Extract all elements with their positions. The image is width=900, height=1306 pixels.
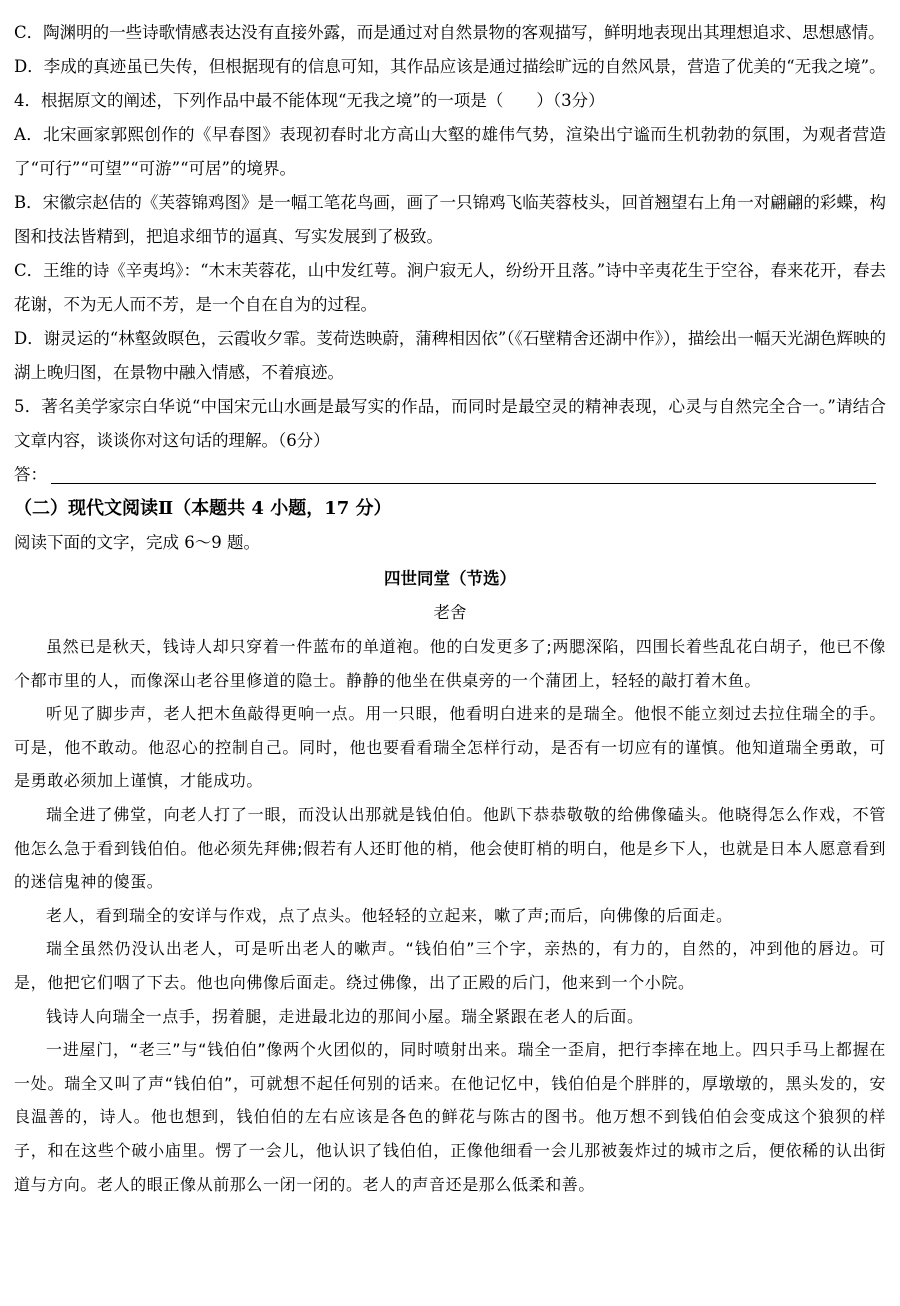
q4-option-c: C．王维的诗《辛夷坞》：“木末芙蓉花，山中发红萼。涧户寂无人，纷纷开且落。”诗中辛夷花生于空谷，春来花开，春去花谢，不为无人而不芳，是一个自在自为的过程。 <box>14 261 886 314</box>
story-title: 四世同堂（节选） <box>384 569 516 588</box>
q4-option-d: D．谢灵运的“林壑敛暝色，云霞收夕霏。芰荷迭映蔚，蒲稗相因依”（《石壁精舍还湖中作》），描绘出一幅天光湖色辉映的湖上晚归图，在景物中融入情感，不着痕迹。 <box>14 329 886 382</box>
q3-option-c: C．陶渊明的一些诗歌情感表达没有直接外露，而是通过对自然景物的客观描写，鲜明地表现出其理想追求、思想感情。 <box>14 23 885 42</box>
q4-option-b: B．宋徽宗赵佶的《芙蓉锦鸡图》是一幅工笔花鸟画，画了一只锦鸡飞临芙蓉枝头，回首翘望右上角一对翩翩的彩蝶，构图和技法皆精到，把追求细节的逼真、写实发展到了极致。 <box>14 193 886 246</box>
story-paragraph: 钱诗人向瑞全一点手，拐着腿，走进最北边的那间小屋。瑞全紧跟在老人的后面。 <box>46 1006 644 1026</box>
answer-area[interactable] <box>14 458 886 492</box>
section-heading: （二）现代文阅读Ⅱ（本题共 4 小题，17 分） <box>14 498 392 519</box>
section-instruction: 阅读下面的文字，完成 6～9 题。 <box>14 533 260 552</box>
story-author: 老舍 <box>433 603 467 622</box>
story-paragraph: 瑞全进了佛堂，向老人打了一眼，而没认出那就是钱伯伯。他趴下恭恭敬敬的给佛像磕头。他晓得怎么作戏，不管他怎么急于看到钱伯伯。他必须先拜佛;假若有人还盯他的梢，他会使盯梢的明白，他是乡下人，也就是日本人愿意看到的迷信鬼神的傻蛋。 <box>14 804 886 892</box>
story-body <box>14 630 886 1201</box>
q4-option-a: A．北宋画家郭熙创作的《早春图》表现初春时北方高山大壑的雄伟气势，渲染出宁谧而生机勃勃的氛围，为观者营造了“可行”“可望”“可游”“可居”的境界。 <box>14 125 886 178</box>
story-paragraph: 一进屋门，“老三”与“钱伯伯”像两个火团似的，同时喷射出来。瑞全一歪肩，把行李摔在地上。四只手马上都握在一处。瑞全又叫了声“钱伯伯”，可就想不起任何别的话来。在他记忆中，钱伯伯是个胖胖的，厚墩墩的，黑头发的，安良温善的，诗人。他也想到，钱伯伯的左右应该是各色的鲜花与陈古的图书。他万想不到钱伯伯会变成这个狼狈的样子，和在这些个破小庙里。愣了一会儿，他认识了钱伯伯，正像他细看一会儿那被轰炸过的城市之后，便依稀的认出街道与方向。老人的眼正像从前那么一闭一闭的。老人的声音还是那么低柔和善。 <box>14 1040 886 1194</box>
q5-stem: 5．著名美学家宗白华说“中国宋元山水画是最写实的作品，而同时是最空灵的精神表现，心灵与自然完全合一。”请结合文章内容，谈谈你对这句话的理解。（6分） <box>14 397 886 450</box>
q4-stem: 4．根据原文的阐述，下列作品中最不能体现“无我之境”的一项是（ ）（3分） <box>14 91 605 110</box>
q3-option-d: D．李成的真迹虽已失传，但根据现有的信息可知，其作品应该是通过描绘旷远的自然风景，营造了优美的“无我之境”。 <box>14 57 886 76</box>
answer-underline <box>51 482 876 484</box>
answer-label: 答： <box>14 465 47 484</box>
story-paragraph: 虽然已是秋天，钱诗人却只穿着一件蓝布的单道袍。他的白发更多了;两腮深陷，四围长着些乱花白胡子，他已不像个都市里的人，而像深山老谷里修道的隐士。静静的他坐在供桌旁的一个蒲团上，轻轻的敲打着木鱼。 <box>14 637 886 690</box>
story-paragraph: 瑞全虽然仍没认出老人，可是听出老人的嗽声。“钱伯伯”三个字，亲热的，有力的，自然的，冲到他的唇边。可是，他把它们咽了下去。他也向佛像后面走。绕过佛像，出了正殿的后门，他来到一个小院。 <box>14 939 886 992</box>
story-paragraph: 听见了脚步声，老人把木鱼敲得更响一点。用一只眼，他看明白进来的是瑞全。他恨不能立刻过去拉住瑞全的手。可是，他不敢动。他忍心的控制自己。同时，他也要看看瑞全怎样行动，是否有一切应有的谨慎。他知道瑞全勇敢，可是勇敢必须加上谨慎，才能成功。 <box>14 704 886 791</box>
story-paragraph: 老人，看到瑞全的安详与作戏，点了点头。他轻轻的立起来，嗽了声;而后，向佛像的后面走。 <box>46 905 733 925</box>
